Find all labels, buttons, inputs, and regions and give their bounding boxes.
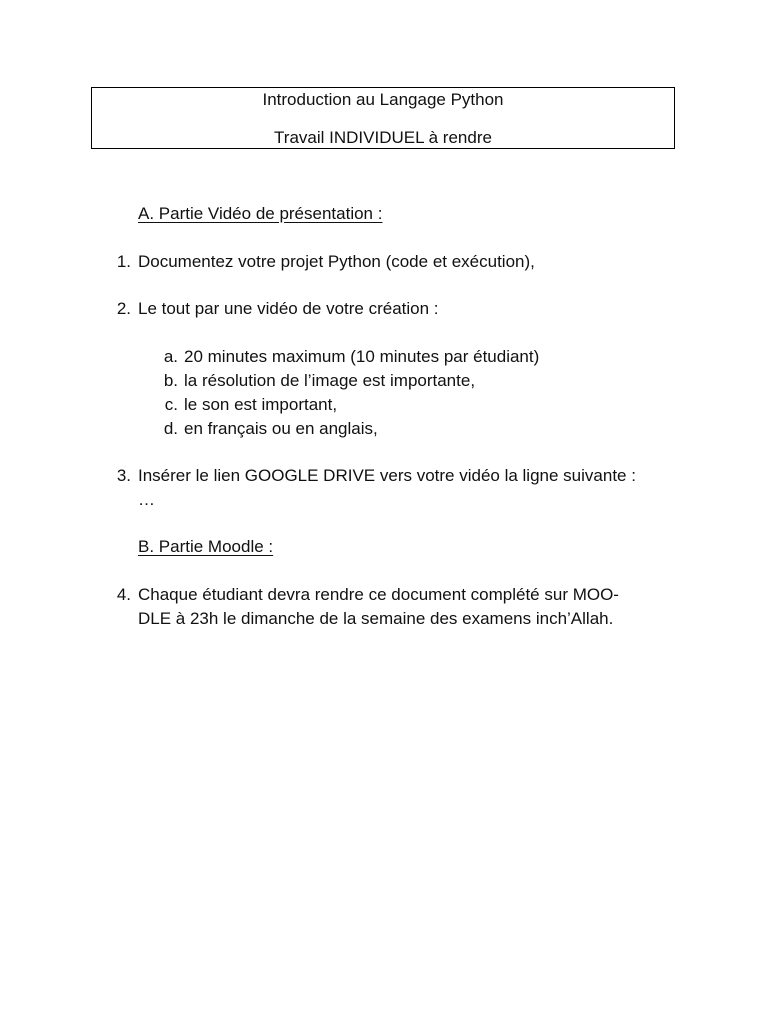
item-2-text: Le tout par une vidéo de votre création :: [138, 299, 439, 318]
subitem-a-text: 20 minutes maximum (10 minutes par étudiant): [184, 347, 540, 366]
subitem-b-text: la résolution de l’image est importante,: [184, 371, 476, 390]
item-3-line-1: Insérer le lien GOOGLE DRIVE vers votre vidéo la ligne suivante :: [138, 466, 636, 485]
document-subtitle: Travail INDIVIDUEL à rendre: [274, 128, 492, 147]
subitem-a-letter: a.: [163, 347, 178, 366]
item-1-text: Documentez votre projet Python (code et exécution),: [138, 252, 535, 271]
subitem-c-letter: c.: [164, 395, 178, 414]
item-4-line-2: DLE à 23h le dimanche de la semaine des examens inch’Allah.: [138, 609, 614, 628]
section-b-heading: B. Partie Moodle :: [138, 537, 274, 556]
subitem-d-text: en français ou en anglais,: [184, 419, 378, 438]
item-3-number: 3.: [116, 466, 131, 485]
item-4-number: 4.: [116, 585, 131, 604]
document-title: Introduction au Langage Python: [262, 90, 504, 109]
subitem-d-letter: d.: [163, 419, 178, 438]
subitem-b-letter: b.: [163, 371, 178, 390]
item-3-line-2: …: [138, 490, 155, 509]
item-4-line-1: Chaque étudiant devra rendre ce document complété sur MOO-: [138, 585, 619, 604]
item-1-number: 1.: [116, 252, 131, 271]
section-a-heading: A. Partie Vidéo de présentation :: [138, 204, 383, 223]
subitem-c-text: le son est important,: [184, 395, 338, 414]
title-box: [91, 87, 675, 149]
item-2-number: 2.: [116, 299, 131, 318]
